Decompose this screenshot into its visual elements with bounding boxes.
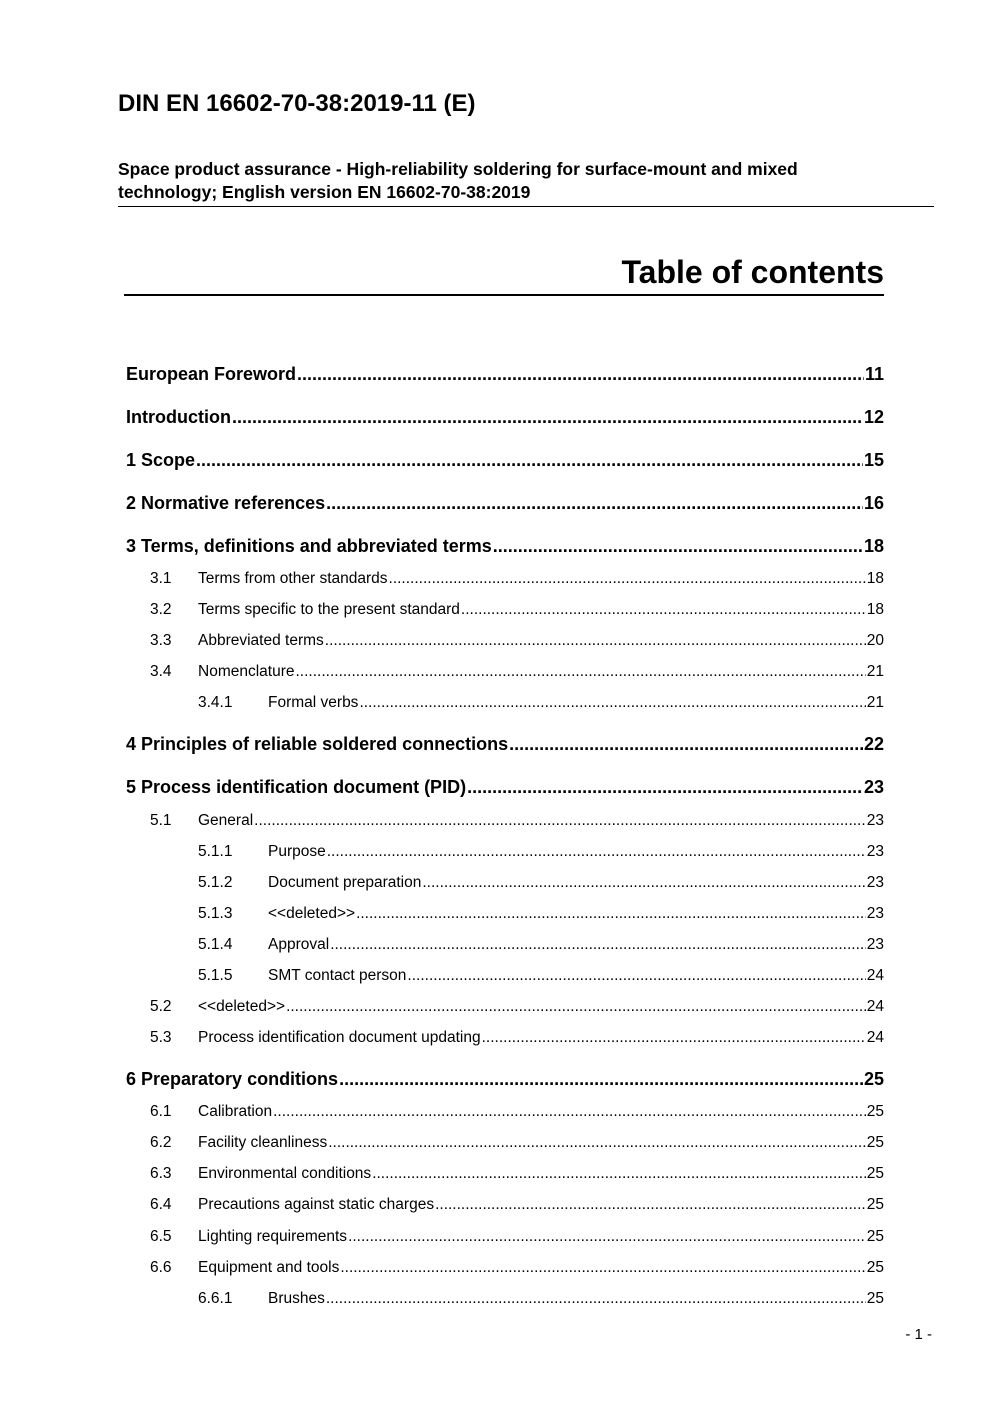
toc-entry-page: 23	[866, 843, 884, 860]
toc-entry-page: 24	[866, 1029, 884, 1046]
toc-entry-page: 21	[866, 663, 884, 680]
toc-entry-number: 6.6	[150, 1259, 172, 1276]
toc-entry-title: <<deleted>>	[268, 905, 356, 922]
toc-entry-page: 25	[866, 1259, 884, 1276]
toc-entry-page: 23	[866, 874, 884, 891]
subtitle-divider	[118, 206, 934, 207]
toc-entry-title: Purpose	[268, 843, 326, 860]
toc-entry-number: 6	[126, 1069, 137, 1089]
toc-entry-number: 3.4.1	[198, 694, 233, 711]
toc-entry-number: 5.1.2	[198, 874, 233, 891]
toc-entry-number: 4	[126, 734, 137, 754]
toc-entry-title: Equipment and tools	[198, 1259, 340, 1276]
document-subtitle	[118, 158, 918, 204]
toc-entry-page: 24	[866, 967, 884, 984]
toc-entry[interactable]	[126, 1290, 884, 1308]
toc-entry-title: Terms specific to the present standard	[198, 601, 460, 618]
toc-entry-number: 5.2	[150, 998, 172, 1015]
toc-entry-page: 24	[866, 998, 884, 1015]
toc-entry-number: 3	[126, 536, 137, 556]
toc-entry[interactable]	[126, 1259, 884, 1277]
toc-entry-page: 16	[863, 493, 884, 513]
toc-entry-page: 20	[866, 632, 884, 649]
toc-entry-page: 25	[866, 1103, 884, 1120]
toc-entry-number: 6.3	[150, 1165, 172, 1182]
toc-entry-title: Environmental conditions	[198, 1165, 372, 1182]
toc-entry[interactable]	[126, 493, 884, 514]
toc-entry-title: Process identification document updating	[198, 1029, 481, 1046]
toc-entry[interactable]	[126, 1134, 884, 1152]
toc-entry-title: Terms, definitions and abbreviated terms	[141, 536, 492, 556]
toc-entry-title: Precautions against static charges	[198, 1196, 435, 1213]
toc-entry-page: 18	[866, 601, 884, 618]
toc-entry[interactable]	[126, 1029, 884, 1047]
toc-entry-number: 5.1	[150, 812, 172, 829]
toc-entry-page: 15	[863, 450, 884, 470]
toc-entry-page: 18	[863, 536, 884, 556]
toc-entry-title: Lighting requirements	[198, 1228, 348, 1245]
toc-entry-title: Introduction	[126, 407, 231, 427]
toc-entry-title: European Foreword	[126, 364, 297, 384]
toc-heading: Table of contents	[621, 254, 884, 290]
toc-entry-title: Principles of reliable soldered connections	[141, 734, 509, 754]
toc-entry-title: Calibration	[198, 1103, 273, 1120]
toc-entry-title: Document preparation	[268, 874, 422, 891]
toc-entry-number: 5.1.3	[198, 905, 233, 922]
toc-entry-number: 3.4	[150, 663, 172, 680]
toc-entry-page: 23	[863, 777, 884, 797]
toc-entry-page: 25	[863, 1069, 884, 1089]
page-number: - 1 -	[905, 1326, 932, 1343]
toc-heading-divider	[124, 294, 884, 296]
document-id: DIN EN 16602-70-38:2019-11 (E)	[118, 90, 476, 117]
toc-entry-number: 6.6.1	[198, 1290, 233, 1307]
toc-entry[interactable]	[126, 663, 884, 681]
toc-entry-page: 25	[866, 1196, 884, 1213]
toc-entry-number: 6.2	[150, 1134, 172, 1151]
toc-entry[interactable]	[126, 1228, 884, 1246]
toc-entry[interactable]	[126, 967, 884, 985]
toc-entry-page: 25	[866, 1290, 884, 1307]
toc-entry-page: 18	[866, 570, 884, 587]
toc-entry[interactable]	[126, 536, 884, 557]
toc-entry-page: 23	[866, 936, 884, 953]
toc-entry-title: Facility cleanliness	[198, 1134, 328, 1151]
toc-entry[interactable]	[126, 1165, 884, 1183]
toc-entry-title: Terms from other standards	[198, 570, 388, 587]
toc-entry[interactable]	[126, 1069, 884, 1090]
toc-entry-page: 25	[866, 1165, 884, 1182]
toc-entry-number: 5.1.5	[198, 967, 233, 984]
toc-entry-number: 3.1	[150, 570, 172, 587]
toc-entry-number: 2	[126, 493, 137, 513]
toc-entry-page: 11	[864, 364, 884, 384]
toc-entry-page: 12	[863, 407, 884, 427]
toc-entry-title: Normative references	[141, 493, 326, 513]
toc-entry-title: Process identification document (PID)	[141, 777, 467, 797]
toc-entry-title: General	[198, 812, 254, 829]
toc-entry-number: 5.1.4	[198, 936, 233, 953]
toc-entry-title: Scope	[141, 450, 196, 470]
toc-entry-title: Brushes	[268, 1290, 325, 1307]
toc-entry-page: 25	[866, 1228, 884, 1245]
subtitle-line-2: technology; English version EN 16602-70-38:2019	[118, 182, 531, 202]
toc-entry[interactable]	[126, 1103, 884, 1121]
toc-entry-title: SMT contact person	[268, 967, 407, 984]
toc-entry-number: 5.3	[150, 1029, 172, 1046]
toc-entry[interactable]	[126, 843, 884, 861]
toc-entry[interactable]	[126, 734, 884, 755]
toc-entry-number: 6.4	[150, 1196, 172, 1213]
toc-entry[interactable]	[126, 601, 884, 619]
toc-entry-number: 6.5	[150, 1228, 172, 1245]
toc-entry-page: 23	[866, 905, 884, 922]
toc-entry[interactable]	[126, 632, 884, 650]
toc-entry-page: 25	[866, 1134, 884, 1151]
toc-entry-title: <<deleted>>	[198, 998, 286, 1015]
toc-entry-title: Formal verbs	[268, 694, 359, 711]
toc-entry-title: Preparatory conditions	[141, 1069, 339, 1089]
toc-entry-number: 3.2	[150, 601, 172, 618]
toc-entry[interactable]	[126, 1196, 884, 1214]
toc-entry-page: 21	[866, 694, 884, 711]
toc-entry[interactable]	[126, 936, 884, 954]
toc-entry[interactable]	[126, 812, 884, 830]
toc-entry[interactable]	[126, 570, 884, 588]
toc-entry-page: 23	[866, 812, 884, 829]
toc-entry[interactable]	[126, 694, 884, 712]
toc-entry-title: Nomenclature	[198, 663, 295, 680]
toc-entry[interactable]	[126, 905, 884, 923]
toc-entry-number: 5.1.1	[198, 843, 233, 860]
toc-entry[interactable]	[126, 450, 884, 471]
toc-entry[interactable]	[126, 998, 884, 1016]
subtitle-line-1: Space product assurance - High-reliability soldering for surface-mount and mixed	[118, 159, 798, 179]
toc-entry[interactable]	[126, 364, 884, 385]
toc-entry[interactable]	[126, 874, 884, 892]
toc-entry[interactable]	[126, 407, 884, 428]
toc-entry-page: 22	[863, 734, 884, 754]
toc-entry-number: 5	[126, 777, 137, 797]
toc-entry-number: 3.3	[150, 632, 172, 649]
toc-entry[interactable]	[126, 777, 884, 798]
toc-entry-title: Approval	[268, 936, 330, 953]
toc-entry-number: 6.1	[150, 1103, 172, 1120]
toc-entry-title: Abbreviated terms	[198, 632, 324, 649]
toc-entry-number: 1	[126, 450, 137, 470]
